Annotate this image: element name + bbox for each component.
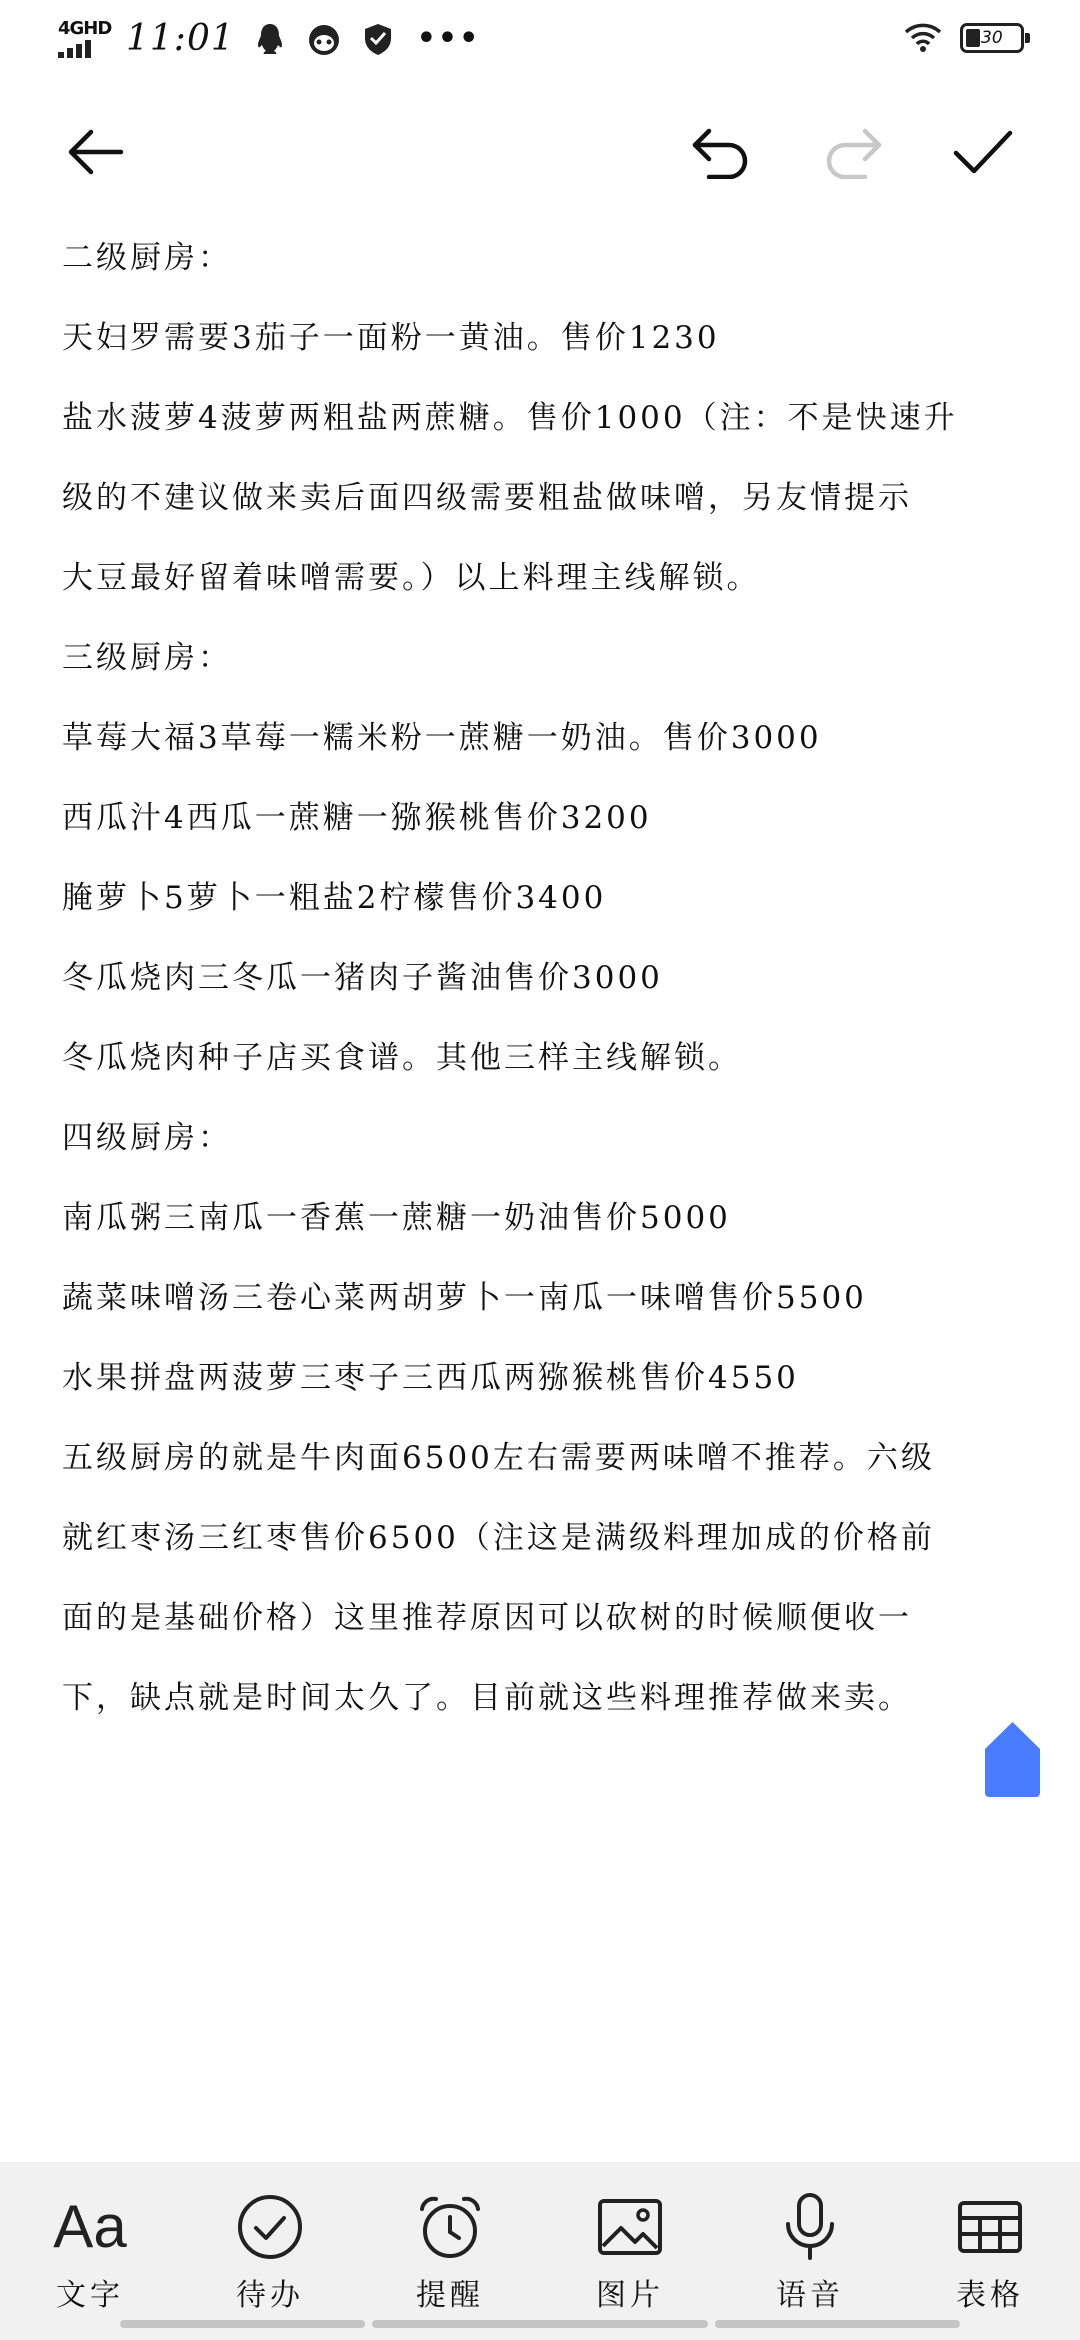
app-face-icon xyxy=(305,20,343,58)
note-line: 冬瓜烧肉种子店买食谱。其他三样主线解锁。 xyxy=(62,1040,742,1076)
editor-toolbar xyxy=(0,100,1080,200)
status-right xyxy=(904,22,1024,54)
note-line: 蔬菜味噌汤三卷心菜两胡萝卜一南瓜一味噌售价5500 xyxy=(62,1280,867,1316)
battery-icon xyxy=(960,23,1024,53)
nav-indicator-segment xyxy=(120,2320,365,2328)
shield-check-icon xyxy=(359,20,397,58)
note-line: 大豆最好留着味噌需要。）以上料理主线解锁。 xyxy=(62,560,761,596)
table-label: 表格 xyxy=(956,2278,1024,2313)
status-bar xyxy=(0,0,1080,84)
reminder-button[interactable] xyxy=(390,2192,510,2314)
qq-penguin-icon xyxy=(251,20,289,58)
battery-level: 30 xyxy=(981,28,1003,48)
note-line: 二级厨房： xyxy=(62,240,232,276)
image-icon xyxy=(597,2192,663,2262)
alarm-clock-icon xyxy=(416,2192,484,2262)
bottom-toolbar xyxy=(0,2162,1080,2340)
nav-indicator-segment xyxy=(372,2320,708,2328)
redo-icon xyxy=(821,125,885,179)
note-line: 五级厨房的就是牛肉面6500左右需要两味噌不推荐。六级 xyxy=(62,1440,935,1476)
redo-button[interactable] xyxy=(818,122,888,182)
todo-check-icon xyxy=(236,2192,304,2262)
text-aa-icon: Aa xyxy=(53,2193,127,2260)
note-line: 冬瓜烧肉三冬瓜一猪肉子酱油售价3000 xyxy=(62,960,663,996)
status-left xyxy=(58,18,480,59)
status-time: 11:01 xyxy=(126,18,235,59)
note-body[interactable] xyxy=(62,218,1022,1738)
microphone-icon xyxy=(780,2192,840,2262)
voice-button[interactable] xyxy=(750,2192,870,2314)
image-button[interactable] xyxy=(570,2192,690,2314)
more-notifications-icon: ••• xyxy=(416,21,481,56)
undo-button[interactable] xyxy=(686,122,756,182)
table-button[interactable] xyxy=(930,2192,1050,2314)
note-line: 级的不建议做来卖后面四级需要粗盐做味噌，另友情提示 xyxy=(62,480,912,516)
note-line: 南瓜粥三南瓜一香蕉一蔗糖一奶油售价5000 xyxy=(62,1200,731,1236)
confirm-button[interactable] xyxy=(948,122,1018,182)
text-format-button[interactable] xyxy=(30,2192,150,2314)
note-line: 水果拼盘两菠萝三枣子三西瓜两猕猴桃售价4550 xyxy=(62,1360,799,1396)
voice-label: 语音 xyxy=(776,2278,844,2313)
table-icon xyxy=(957,2192,1023,2262)
text-format-label: 文字 xyxy=(56,2278,124,2313)
note-line: 就红枣汤三红枣售价6500（注这是满级料理加成的价格前 xyxy=(62,1520,935,1556)
note-line: 天妇罗需要3茄子一面粉一黄油。售价1230 xyxy=(62,320,720,356)
note-line: 西瓜汁4西瓜一蔗糖一猕猴桃售价3200 xyxy=(62,800,652,836)
scroll-top-icon xyxy=(985,1722,1040,1797)
note-line: 三级厨房： xyxy=(62,640,232,676)
note-line: 面的是基础价格）这里推荐原因可以砍树的时候顺便收一 xyxy=(62,1600,912,1636)
nav-indicator-segment xyxy=(715,2320,960,2328)
back-button[interactable] xyxy=(60,122,130,182)
network-indicator xyxy=(58,17,112,58)
todo-button[interactable] xyxy=(210,2192,330,2314)
note-line: 下，缺点就是时间太久了。目前就这些料理推荐做来卖。 xyxy=(62,1680,912,1716)
note-line: 草莓大福3草莓一糯米粉一蔗糖一奶油。售价3000 xyxy=(62,720,822,756)
undo-icon xyxy=(689,125,753,179)
scroll-top-button[interactable] xyxy=(985,1722,1040,1797)
check-icon xyxy=(952,127,1014,177)
image-label: 图片 xyxy=(596,2278,664,2313)
signal-icon xyxy=(58,40,91,58)
reminder-label: 提醒 xyxy=(416,2278,484,2313)
wifi-icon xyxy=(904,22,942,54)
network-type: 4GHD xyxy=(58,17,112,39)
note-line: 四级厨房： xyxy=(62,1120,232,1156)
todo-label: 待办 xyxy=(236,2278,304,2313)
arrow-left-icon xyxy=(65,127,125,177)
note-line: 盐水菠萝4菠萝两粗盐两蔗糖。售价1000（注：不是快速升 xyxy=(62,400,958,436)
note-line: 腌萝卜5萝卜一粗盐2柠檬售价3400 xyxy=(62,880,607,916)
